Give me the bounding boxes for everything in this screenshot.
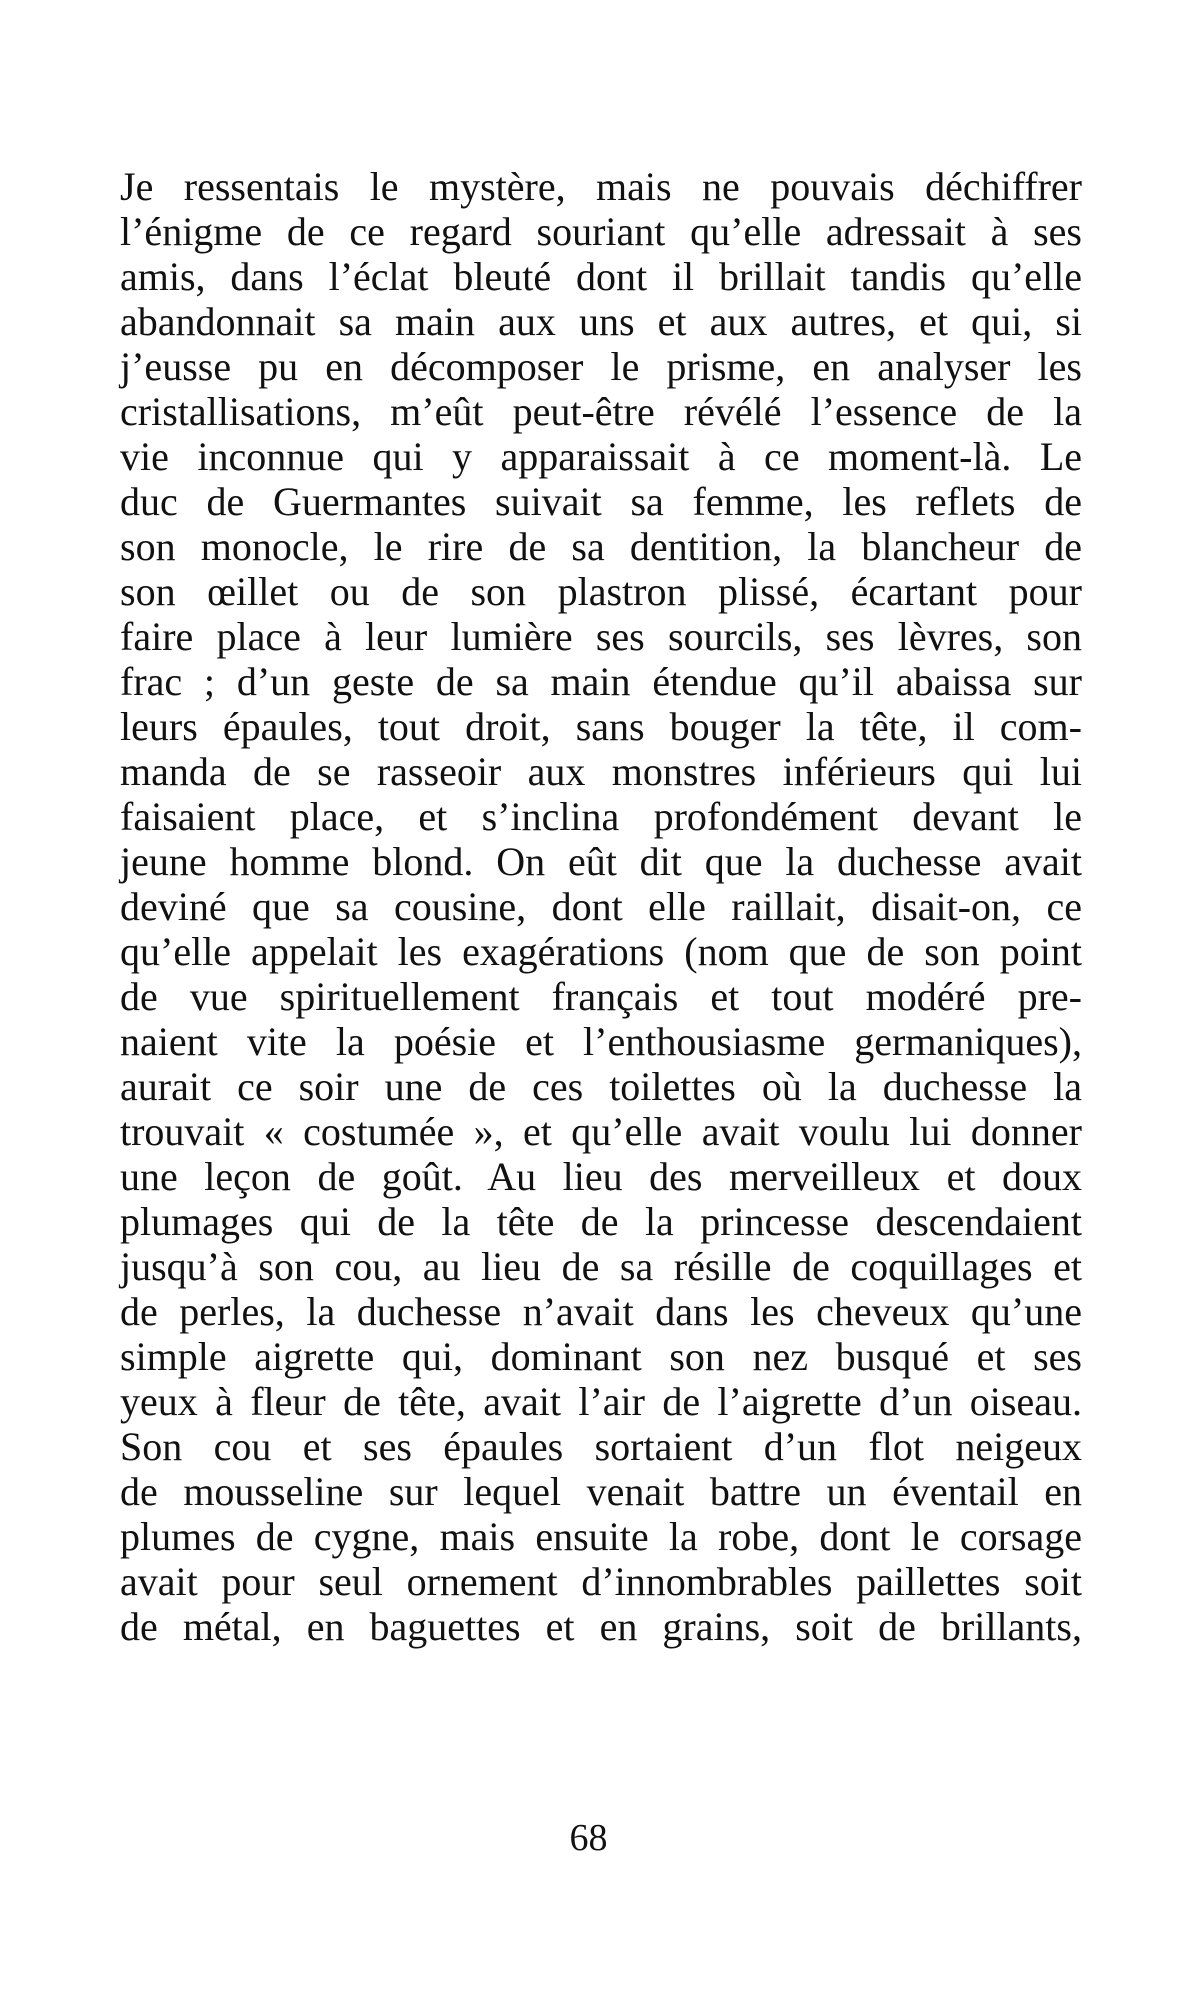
text-line: yeux à fleur de tête, avait l’air de l’aigrette d’un oiseau. [120, 1379, 1082, 1424]
text-line: de métal, en baguettes et en grains, soit de brillants, [120, 1604, 1082, 1649]
text-line: duc de Guermantes suivait sa femme, les reflets de [120, 479, 1082, 524]
text-line: l’énigme de ce regard souriant qu’elle adressait à ses [120, 209, 1082, 254]
text-line: une leçon de goût. Au lieu des merveilleux et doux [120, 1154, 1082, 1199]
page-number: 68 [569, 1817, 608, 1859]
text-line: jeune homme blond. On eût dit que la duchesse avait [120, 839, 1082, 884]
text-line: naient vite la poésie et l’enthousiasme germaniques), [120, 1019, 1082, 1064]
text-line: de mousseline sur lequel venait battre un éventail en [120, 1469, 1082, 1514]
text-line: deviné que sa cousine, dont elle raillait, disait-on, ce [120, 884, 1082, 929]
text-line: Je ressentais le mystère, mais ne pouvais déchiffrer [120, 164, 1082, 209]
text-line: cristallisations, m’eût peut-être révélé l’essence de la [120, 389, 1082, 434]
text-line: vie inconnue qui y apparaissait à ce moment-là. Le [120, 434, 1082, 479]
body-text [120, 164, 1082, 1649]
text-line: manda de se rasseoir aux monstres inférieurs qui lui [120, 749, 1082, 794]
text-line: plumes de cygne, mais ensuite la robe, dont le corsage [120, 1514, 1082, 1559]
text-line: aurait ce soir une de ces toilettes où la duchesse la [120, 1064, 1082, 1109]
text-line: de vue spirituellement français et tout modéré pre- [120, 974, 1082, 1019]
text-line: son œillet ou de son plastron plissé, écartant pour [120, 569, 1082, 614]
text-line: jusqu’à son cou, au lieu de sa résille de coquillages et [120, 1244, 1082, 1289]
text-line: trouvait « costumée », et qu’elle avait voulu lui donner [120, 1109, 1082, 1154]
text-line: Son cou et ses épaules sortaient d’un flot neigeux [120, 1424, 1082, 1469]
text-line: leurs épaules, tout droit, sans bouger la tête, il com- [120, 704, 1082, 749]
text-line: abandonnait sa main aux uns et aux autres, et qui, si [120, 299, 1082, 344]
text-line: amis, dans l’éclat bleuté dont il brillait tandis qu’elle [120, 254, 1082, 299]
text-line: qu’elle appelait les exagérations (nom que de son point [120, 929, 1082, 974]
text-line: simple aigrette qui, dominant son nez busqué et ses [120, 1334, 1082, 1379]
text-line: son monocle, le rire de sa dentition, la blancheur de [120, 524, 1082, 569]
text-line: frac ; d’un geste de sa main étendue qu’il abaissa sur [120, 659, 1082, 704]
text-line: faire place à leur lumière ses sourcils, ses lèvres, son [120, 614, 1082, 659]
text-line: j’eusse pu en décomposer le prisme, en analyser les [120, 344, 1082, 389]
text-line: plumages qui de la tête de la princesse descendaient [120, 1199, 1082, 1244]
text-line: avait pour seul ornement d’innombrables paillettes soit [120, 1559, 1082, 1604]
text-line: de perles, la duchesse n’avait dans les cheveux qu’une [120, 1289, 1082, 1334]
text-line: faisaient place, et s’inclina profondément devant le [120, 794, 1082, 839]
